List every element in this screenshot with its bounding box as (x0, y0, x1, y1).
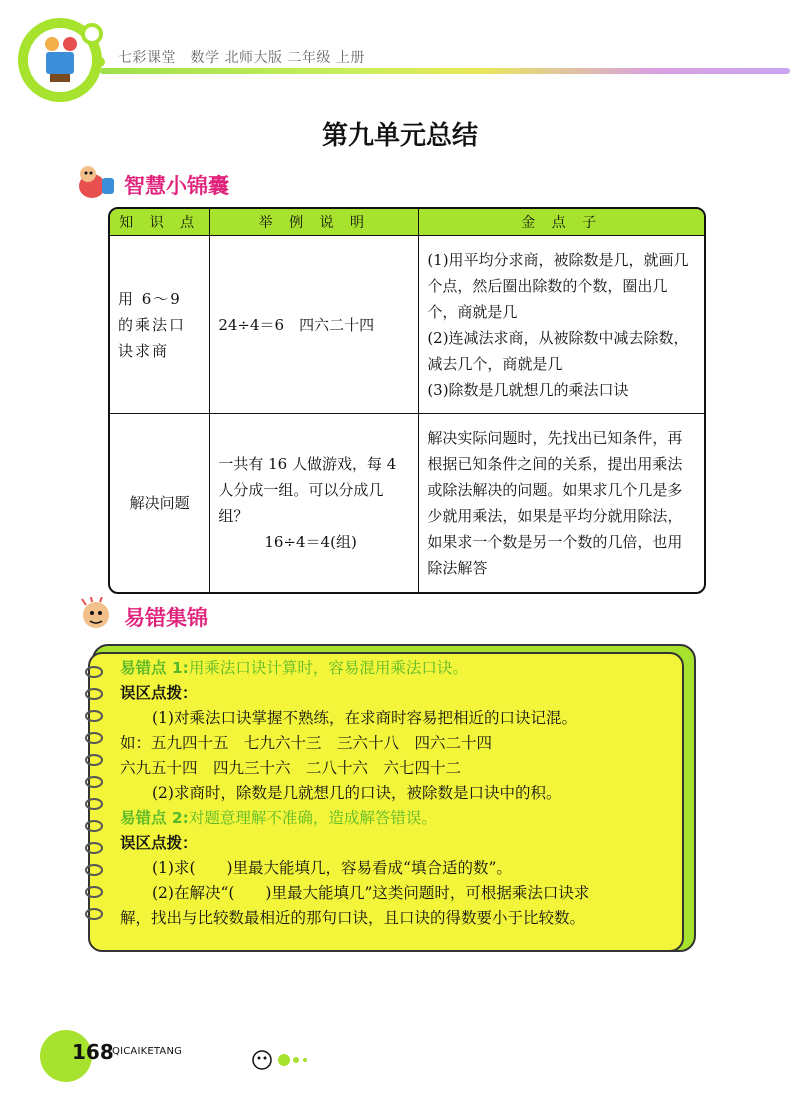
tip-line: (2)连减法求商，从被除数中减去除数，减去几个，商就是几 (427, 328, 689, 373)
tip-line: 解，找出与比较数最相近的那句口诀，且口诀的得数要小于比较数。 (120, 909, 586, 927)
table-cell-tips (419, 414, 704, 592)
spiral-binding-icon (80, 662, 104, 932)
table-cell-topic: 解决问题 (110, 414, 210, 592)
header-series-title: 七彩课堂 数学 北师大版 二年级 上册 (118, 50, 365, 66)
table-header: 金 点 子 (419, 209, 704, 236)
mistake-point-label: 易错点 1: (120, 659, 189, 677)
mistake-point-1 (120, 656, 670, 681)
tip-line: 解决实际问题时，先找出已知条件，再根据已知条件之间的关系，提出用乘法或除法解决的问题。如果求几个几是多少就用乘法，如果是平均分就用除法，如果求一个数是另一个数的几倍，也用除法解答 (427, 429, 683, 577)
table-cell-tips (419, 236, 704, 414)
example-text: 一共有 16 人做游戏，每 4 人分成一组。可以分成几组？ (218, 455, 397, 525)
tip-line: (1)用平均分求商，被除数是几，就画几个点，然后圈出除数的个数，圈出几个，商就是几 (427, 250, 689, 321)
tip-line: 六九五十四 四九三十六 二八十六 六七四十二 (120, 759, 462, 777)
footer-mascot-icon (252, 1048, 312, 1078)
footer-brand: QICAIKETANG (112, 1046, 183, 1057)
table-header: 知 识 点 (110, 209, 210, 236)
section-heading-tips: 智慧小锦囊 (124, 174, 229, 198)
mascot-bag-icon (74, 160, 118, 200)
tip-label: 误区点拨： (120, 834, 198, 852)
section-heading-mistakes: 易错集锦 (124, 606, 208, 630)
tip-line: 如：五九四十五 七九六十三 三六十八 四六二十四 (120, 734, 493, 752)
tip-line: (1)求( )里最大能填几，容易看成“填合适的数”。 (152, 859, 512, 877)
table-cell-example (210, 414, 419, 592)
tip-line: (1)对乘法口诀掌握不熟练，在求商时容易把相近的口诀记混。 (152, 709, 577, 727)
mistake-point-label: 易错点 2: (120, 809, 189, 827)
series-logo-icon (0, 0, 110, 110)
mistake-point-text: 对题意理解不准确，造成解答错误。 (188, 809, 437, 827)
knowledge-summary-table (108, 207, 706, 594)
table-cell-topic: 用 6～9 的乘法口诀求商 (110, 236, 210, 414)
mistake-point-2 (120, 806, 670, 831)
table-row (110, 414, 704, 592)
tip-line: (2)在解决“( )里最大能填几”这类问题时，可根据乘法口诀求 (152, 884, 590, 902)
table-header: 举 例 说 明 (210, 209, 419, 236)
mistake-point-text: 用乘法口诀计算时，容易混用乘法口诀。 (188, 659, 468, 677)
tip-line: (2)求商时，除数是几就想几的口诀，被除数是口诀中的积。 (152, 784, 562, 802)
table-cell-example: 24÷4＝6 四六二十四 (210, 236, 419, 414)
header-color-bar (100, 68, 790, 74)
notebook-content (120, 656, 670, 931)
table-row (110, 236, 704, 414)
mistakes-notebook (80, 642, 695, 952)
tip-line: (3)除数是几就想几的乘法口诀 (427, 380, 629, 399)
mascot-thinking-icon (78, 597, 118, 633)
tip-label: 误区点拨： (120, 684, 198, 702)
page-number: 168 (72, 1040, 114, 1064)
table-header-row (110, 209, 704, 236)
page-title: 第九单元总结 (321, 121, 478, 151)
example-equation: 16÷4＝4(组) (264, 533, 357, 551)
